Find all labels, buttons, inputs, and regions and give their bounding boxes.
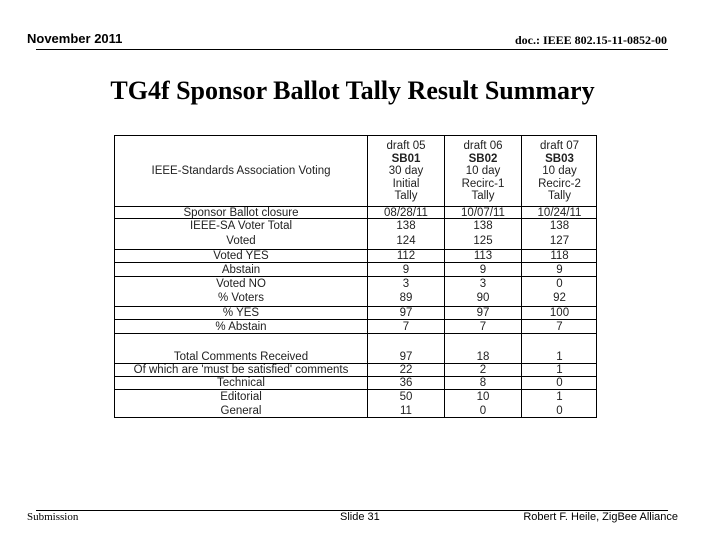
table-row: [115, 376, 596, 390]
row-value: 0: [556, 404, 563, 417]
row-value: 1: [556, 351, 563, 363]
header-divider: [36, 49, 668, 50]
table-row: [115, 306, 596, 320]
row-value: 18: [476, 351, 490, 363]
type-label: Recirc-1: [461, 177, 505, 190]
column-header: [522, 136, 597, 207]
table-row: [115, 218, 596, 234]
footer-author: Robert F. Heile, ZigBee Alliance: [523, 511, 678, 523]
row-value: 0: [556, 278, 563, 290]
row-value: 1: [556, 364, 563, 376]
row-value: 36: [399, 377, 413, 389]
table-row: [115, 276, 596, 292]
row-value: 11: [400, 404, 412, 417]
header-doc-id: doc.: IEEE 802.15-11-0852-00: [514, 33, 667, 47]
row-value: 0: [479, 404, 487, 417]
row-label: General: [220, 404, 262, 417]
row-label: % Abstain: [215, 320, 267, 333]
slide-title: TG4f Sponsor Ballot Tally Result Summary: [110, 76, 595, 105]
ballot-label: SB02: [468, 152, 498, 165]
row-value: 1: [556, 391, 563, 403]
period-label: 30 day: [388, 165, 424, 178]
row-label: Abstain: [221, 263, 261, 276]
type-label: Initial: [392, 177, 420, 190]
table-row: [115, 333, 596, 364]
type-label: Recirc-2: [538, 177, 581, 190]
row-label: Voted NO: [216, 278, 266, 290]
row-value: 92: [553, 292, 566, 304]
row-value: 138: [473, 220, 493, 232]
table-row: [115, 262, 596, 277]
ballot-label: SB01: [391, 152, 421, 165]
row-value: 100: [549, 307, 570, 319]
row-value: 3: [479, 278, 487, 290]
table-row: [115, 249, 596, 263]
row-value: 118: [550, 250, 569, 262]
draft-label: draft 05: [386, 140, 426, 153]
row-value: 2: [479, 364, 487, 376]
row-value: 50: [399, 391, 413, 403]
tally-label: Tally: [394, 190, 418, 203]
footer-submission: Submission: [27, 511, 79, 523]
row-value: 8: [479, 377, 487, 389]
header-date: November 2011: [27, 31, 123, 46]
table-row: [115, 291, 596, 306]
row-label: Voted: [226, 234, 256, 247]
table-header-row: [115, 136, 596, 207]
table-row: [115, 404, 596, 418]
period-label: 10 day: [542, 165, 577, 178]
row-value: 125: [473, 234, 493, 247]
column-header: [368, 136, 444, 207]
table-row: [115, 363, 596, 377]
draft-label: draft 07: [540, 140, 579, 153]
row-value: 113: [473, 250, 493, 262]
row-value: 97: [399, 351, 413, 363]
row-value: 7: [479, 320, 487, 333]
row-value: 89: [399, 292, 413, 304]
row-value: 7: [402, 320, 410, 333]
footer-slide-number: Slide 31: [340, 511, 380, 523]
row-value: 127: [549, 234, 570, 247]
row-label: Editorial: [220, 391, 262, 403]
row-value: 97: [399, 307, 413, 319]
draft-label: draft 06: [463, 140, 503, 153]
row-label: Total Comments Received: [173, 351, 309, 363]
tally-table: [114, 135, 597, 418]
row-value: 08/28/11: [384, 206, 428, 219]
row-value: 138: [549, 220, 570, 232]
corner-label: IEEE-Standards Association Voting: [151, 165, 331, 177]
row-value: 10/24/11: [537, 206, 582, 219]
row-label: Technical: [217, 377, 265, 389]
row-value: 22: [399, 364, 413, 376]
row-value: 10/07/11: [461, 206, 505, 219]
row-label: Sponsor Ballot closure: [183, 206, 299, 219]
row-value: 9: [556, 263, 563, 276]
row-value: 9: [402, 263, 410, 276]
tally-label: Tally: [471, 190, 495, 203]
period-label: 10 day: [465, 165, 501, 178]
row-value: 112: [396, 250, 416, 262]
row-label: Voted YES: [213, 250, 269, 262]
row-value: 138: [396, 220, 416, 232]
row-label: % Voters: [217, 292, 265, 304]
row-value: 3: [402, 278, 410, 290]
table-row: [115, 389, 596, 405]
table-row: [115, 319, 596, 334]
table-row: [115, 233, 596, 249]
column-header: [445, 136, 521, 207]
row-label: Of which are 'must be satisfied' comments: [133, 364, 349, 376]
row-value: 97: [476, 307, 490, 319]
row-value: 90: [476, 292, 490, 304]
tally-label: Tally: [547, 190, 571, 203]
row-value: 0: [556, 377, 563, 389]
row-label: % YES: [222, 307, 260, 319]
ballot-label: SB03: [545, 152, 574, 165]
row-value: 9: [479, 263, 487, 276]
row-value: 124: [396, 234, 416, 247]
row-value: 7: [556, 320, 563, 333]
row-label: IEEE-SA Voter Total: [189, 220, 293, 232]
row-value: 10: [476, 391, 490, 403]
